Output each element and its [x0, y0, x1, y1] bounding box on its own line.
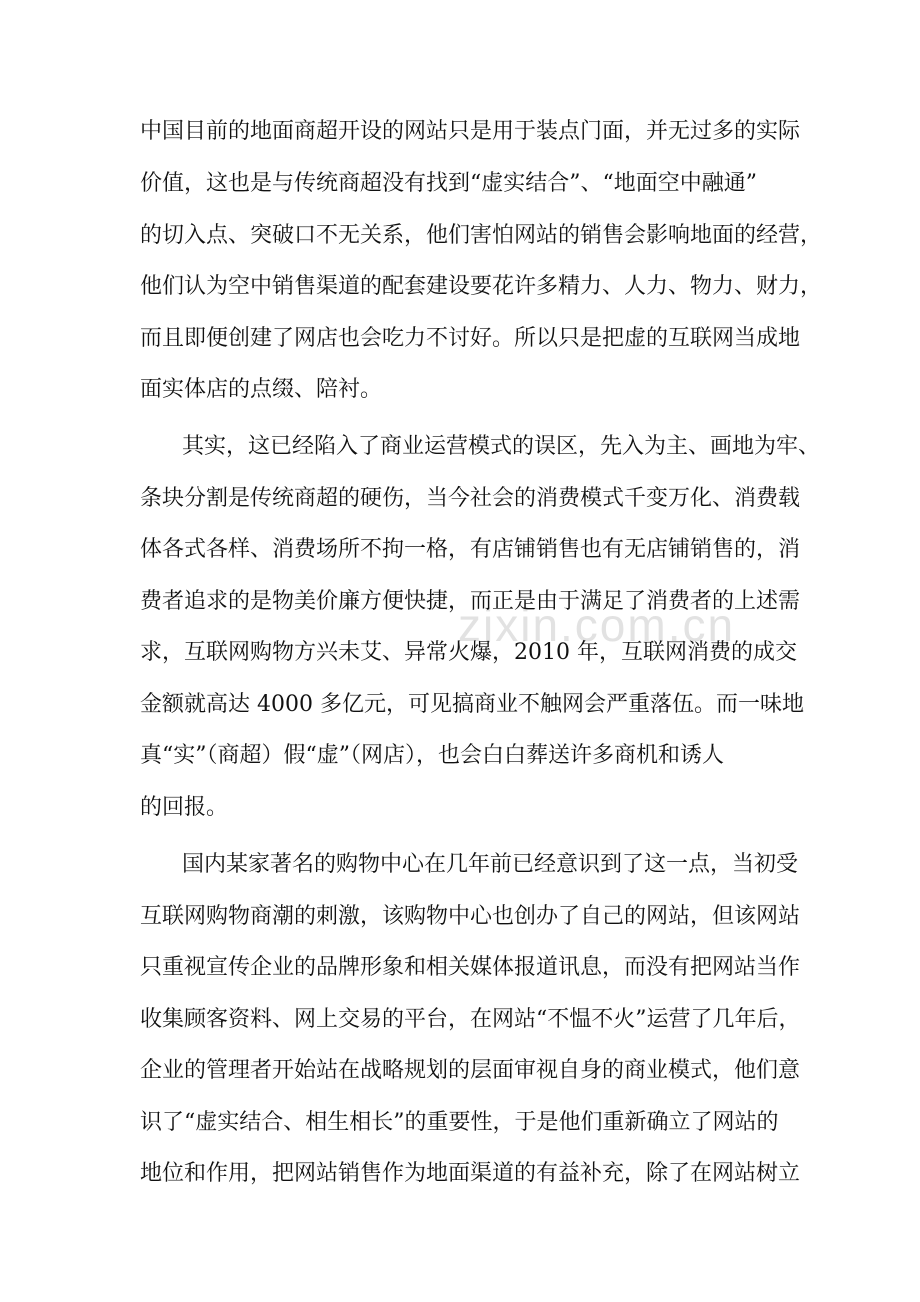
text-line: 他们认为空中销售渠道的配套建设要花许多精力、人力、物力、财力，	[140, 274, 823, 299]
text-line: 地位和作用，把网站销售作为地面渠道的有益补充，除了在网站树立	[140, 1161, 801, 1186]
text-line: 体各式各样、消费场所不拘一格，有店铺销售也有无店铺销售的，消	[140, 537, 801, 562]
text-line: 企业的管理者开始站在战略规划的层面审视自身的商业模式，他们意	[140, 1058, 801, 1083]
text-line: 价值，这也是与传统商超没有找到“虚实结合”、“地面空中融通”	[140, 171, 757, 196]
text-line: 中国目前的地面商超开设的网站只是用于装点门面，并无过多的实际	[140, 119, 801, 144]
text-line: 而且即便创建了网店也会吃力不讨好。所以只是把虚的互联网当成地	[140, 326, 801, 351]
text-line: 求，互联网购物方兴未艾、异常火爆，2010 年，互联网消费的成交	[140, 640, 797, 665]
watermark: zixin.com.cn	[458, 599, 736, 651]
text-line: 识了“虚实结合、相生相长”的重要性，于是他们重新确立了网站的	[140, 1110, 779, 1135]
text-line: 的切入点、突破口不无关系，他们害怕网站的销售会影响地面的经营，	[140, 223, 823, 248]
text-line: 其实，这已经陷入了商业运营模式的误区，先入为主、画地为牢、	[182, 434, 821, 459]
text-line: 条块分割是传统商超的硬伤，当今社会的消费模式千变万化、消费载	[140, 486, 801, 511]
text-line: 面实体店的点缀、陪衬。	[140, 377, 383, 402]
text-line: 国内某家著名的购物中心在几年前已经意识到了这一点，当初受	[182, 852, 799, 877]
text-line: 只重视宣传企业的品牌形象和相关媒体报道讯息，而没有把网站当作	[140, 955, 801, 980]
text-line: 金额就高达 4000 多亿元，可见搞商业不触网会严重落伍。而一味地	[140, 692, 804, 717]
text-line: 收集顾客资料、网上交易的平台，在网站“不愠不火”运营了几年后，	[140, 1007, 801, 1032]
text-line: 互联网购物商潮的刺激，该购物中心也创办了自己的网站，但该网站	[140, 904, 801, 929]
text-line: 真“实”（商超）假“虚”（网店），也会白白葬送许多商机和诱人	[140, 743, 724, 768]
text-line: 的回报。	[140, 795, 229, 820]
text-line: 费者追求的是物美价廉方便快捷，而正是由于满足了消费者的上述需	[140, 589, 801, 614]
